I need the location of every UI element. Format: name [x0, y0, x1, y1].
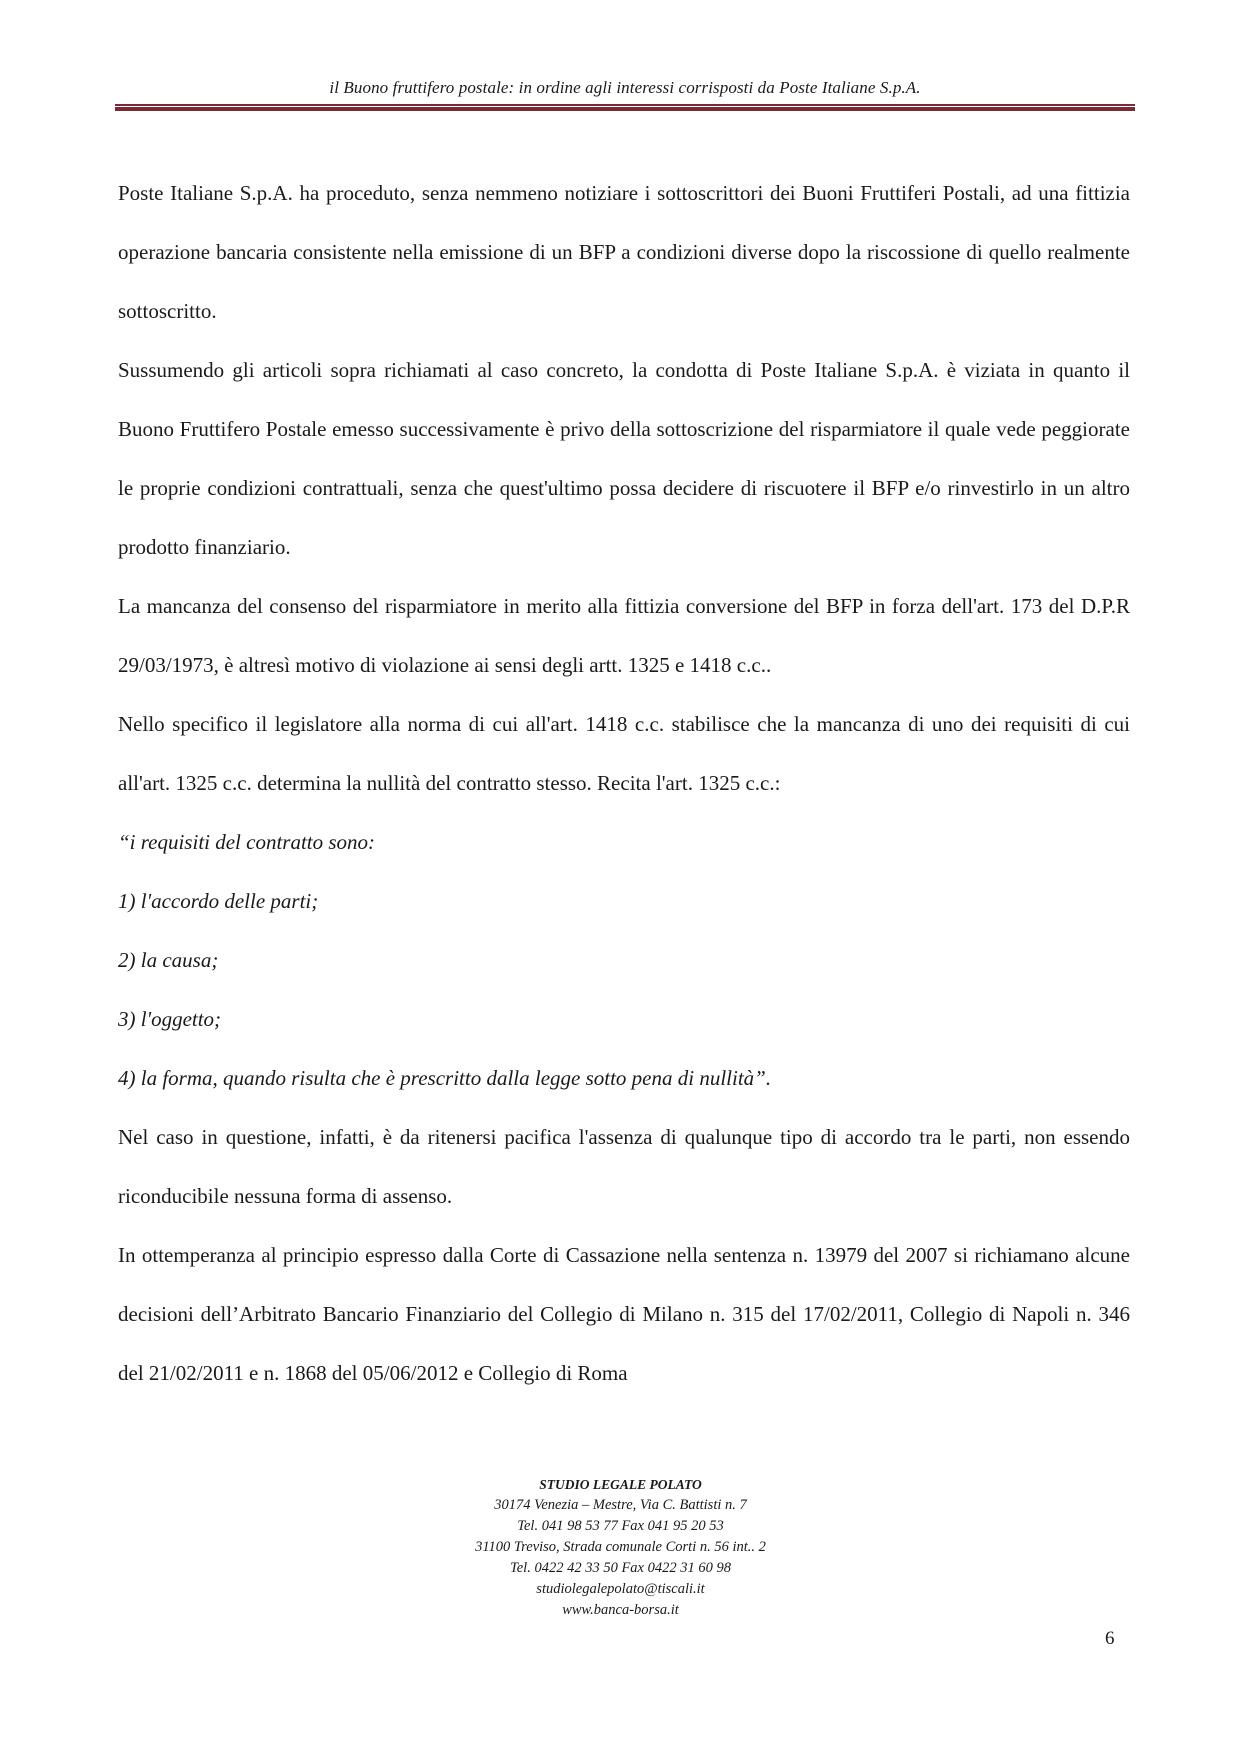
header-rule — [115, 104, 1135, 112]
quote-line: 1) l'accordo delle parti; — [118, 889, 319, 913]
quote-line: 3) l'oggetto; — [118, 1007, 222, 1031]
footer-email: studiolegalepolato@tiscali.it — [536, 1581, 705, 1597]
footer-website: www.banca-borsa.it — [562, 1602, 679, 1618]
footer — [0, 1474, 1241, 1621]
quote-line: 4) la forma, quando risulta che è prescritto dalla legge sotto pena di nullità”. — [118, 1066, 772, 1090]
paragraph: Nello specifico il legislatore alla norma di cui all'art. 1418 c.c. stabilisce che la mancanza di uno dei requisiti di cui all'art. 1325 c.c. determina la nullità del contratto stesso. Recita l'art. 1325 c.c.: — [118, 712, 1130, 795]
footer-address-venezia: 30174 Venezia – Mestre, Via C. Battisti n. 7 — [494, 1497, 747, 1513]
paragraph: Poste Italiane S.p.A. ha proceduto, senza nemmeno notiziare i sottoscrittori dei Buoni Fruttiferi Postali, ad una fittizia operazione bancaria consistente nella emissione di un BFP a condizioni diverse dopo la riscossione di quello realmente sottoscritto. — [118, 181, 1130, 323]
footer-tel-treviso: Tel. 0422 42 33 50 Fax 0422 31 60 98 — [510, 1560, 731, 1576]
footer-firm-name: STUDIO LEGALE POLATO — [539, 1477, 702, 1492]
quote-line: “i requisiti del contratto sono: — [118, 830, 376, 854]
footer-tel-venezia: Tel. 041 98 53 77 Fax 041 95 20 53 — [517, 1518, 724, 1534]
paragraph: In ottemperanza al principio espresso dalla Corte di Cassazione nella sentenza n. 13979 del 2007 si richiamano alcune decisioni dell’Arbitrato Bancario Finanziario del Collegio di Milano n. 315 del 17/02/2011, Collegio di Napoli n. 346 del 21/02/2011 e n. 1868 del 05/06/2012 e Collegio di Roma — [118, 1243, 1130, 1385]
quote-line: 2) la causa; — [118, 948, 219, 972]
header-rule-thick — [115, 107, 1135, 111]
paragraph: Nel caso in questione, infatti, è da ritenersi pacifica l'assenza di qualunque tipo di accordo tra le parti, non essendo riconducibile nessuna forma di assenso. — [118, 1125, 1130, 1208]
footer-address-treviso: 31100 Treviso, Strada comunale Corti n. 56 int.. 2 — [475, 1539, 766, 1555]
running-header: il Buono fruttifero postale: in ordine agli interessi corrisposti da Poste Italiane S.p.A. — [329, 78, 921, 97]
page-number: 6 — [1105, 1628, 1115, 1649]
document-body — [118, 164, 1130, 1403]
paragraph: La mancanza del consenso del risparmiatore in merito alla fittizia conversione del BFP in forza dell'art. 173 del D.P.R 29/03/1973, è altresì motivo di violazione ai sensi degli artt. 1325 e 1418 c.c.. — [118, 594, 1130, 677]
header-rule-thin — [115, 104, 1135, 106]
paragraph: Sussumendo gli articoli sopra richiamati al caso concreto, la condotta di Poste Italiane S.p.A. è viziata in quanto il Buono Fruttifero Postale emesso successivamente è privo della sottoscrizione del risparmiatore il quale vede peggiorate le proprie condizioni contrattuali, senza che quest'ultimo possa decidere di riscuotere il BFP e/o rinvestirlo in un altro prodotto finanziario. — [118, 358, 1130, 559]
